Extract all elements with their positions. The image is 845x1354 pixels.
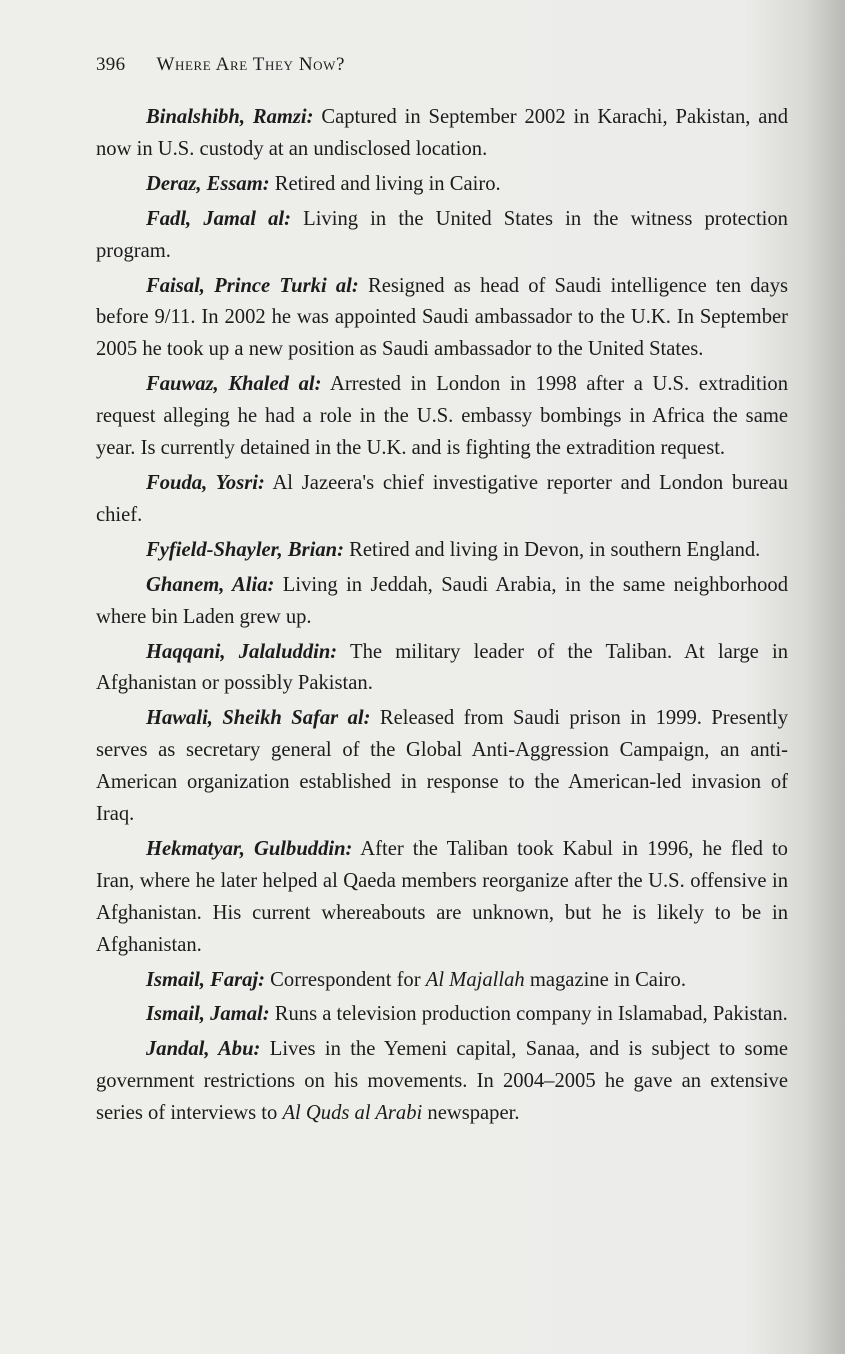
entry-name: Ismail, Jamal: [146, 1003, 270, 1026]
entry-text: The military leader of the Taliban. At large in Afghanistan or possibly Pakistan. [96, 640, 788, 695]
entry-hawali [96, 703, 788, 831]
entry-fauwaz [96, 369, 788, 465]
entry-name: Fyfield-Shayler, Brian: [146, 538, 344, 561]
publication-title: Al Quds al Arabi [282, 1102, 423, 1125]
entry-name: Deraz, Essam: [146, 172, 270, 195]
entry-text: Al Jazeera's chief investigative reporter and London bureau chief. [96, 471, 788, 526]
entry-name: Faisal, Prince Turki al: [146, 274, 359, 297]
entry-fyfield-shayler [96, 535, 788, 567]
entry-text: After the Taliban took Kabul in 1996, he fled to Iran, where he later helped al Qaeda members reorganize after the U.S. offensive in Afghanistan. His current whereabouts are unknown, but he is likely to be in Afghanistan. [96, 837, 788, 956]
entry-binalshibh [96, 102, 788, 166]
entry-text-after: newspaper. [422, 1102, 520, 1125]
entry-text: Runs a television production company in Islamabad, Pakistan. [274, 1003, 788, 1026]
running-title: Where Are They Now? [156, 54, 346, 75]
entry-fadl [96, 204, 788, 268]
entry-text: Arrested in London in 1998 after a U.S. extradition request alleging he had a role in the U.S. embassy bombings in Africa the same year. Is currently detained in the U.K. and is fighting the extradition request. [96, 373, 789, 460]
entry-name: Hawali, Sheikh Safar al: [146, 707, 371, 730]
entry-faisal [96, 271, 788, 367]
entry-deraz [96, 169, 788, 201]
entry-text-before: Correspondent for [270, 968, 426, 991]
entry-ismail-faraj [96, 965, 788, 997]
entry-jandal [96, 1034, 788, 1130]
entry-name: Fadl, Jamal al: [146, 207, 291, 230]
entry-name: Ghanem, Alia: [146, 573, 275, 596]
entry-text: Captured in September 2002 in Karachi, Pakistan, and now in U.S. custody at an undisclosed location. [96, 106, 788, 160]
entry-name: Fauwaz, Khaled al: [146, 373, 322, 396]
entry-name: Hekmatyar, Gulbuddin: [146, 837, 353, 860]
entry-text: Resigned as head of Saudi intelligence ten days before 9/11. In 2002 he was appointed Saudi ambassador to the U.K. In September 2005 he took up a new position as Saudi ambassador to the United States. [96, 274, 789, 361]
entry-name: Fouda, Yosri: [146, 471, 265, 494]
entry-text: Released from Saudi prison in 1999. Presently serves as secretary general of the Global Anti-Aggression Campaign, an anti-American organization established in response to the American-led invasion of Iraq. [96, 707, 788, 826]
entry-name: Binalshibh, Ramzi: [146, 106, 314, 128]
publication-title: Al Majallah [425, 968, 525, 991]
entries-list [96, 102, 788, 1133]
entry-text-before: Lives in the Yemeni capital, Sanaa, and is subject to some government restrictions on his movements. In 2004–2005 he gave an extensive series of interviews to [96, 1038, 788, 1125]
entry-name: Ismail, Faraj: [146, 968, 266, 991]
entry-text: Retired and living in Cairo. [274, 172, 501, 195]
entry-text: Retired and living in Devon, in southern England. [349, 538, 761, 561]
entry-haqqani [96, 637, 788, 701]
entry-text: Living in the United States in the witness protection program. [96, 207, 788, 262]
entry-ismail-jamal [96, 999, 788, 1031]
entry-ghanem [96, 570, 788, 634]
entry-name: Haqqani, Jalaluddin: [146, 640, 338, 663]
entry-name: Jandal, Abu: [146, 1038, 261, 1061]
entry-fouda [96, 468, 788, 532]
running-head [96, 54, 345, 76]
entry-hekmatyar [96, 834, 788, 962]
page-number: 396 [96, 54, 126, 75]
entry-text: Living in Jeddah, Saudi Arabia, in the same neighborhood where bin Laden grew up. [96, 573, 789, 628]
entry-text-after: magazine in Cairo. [524, 968, 686, 991]
